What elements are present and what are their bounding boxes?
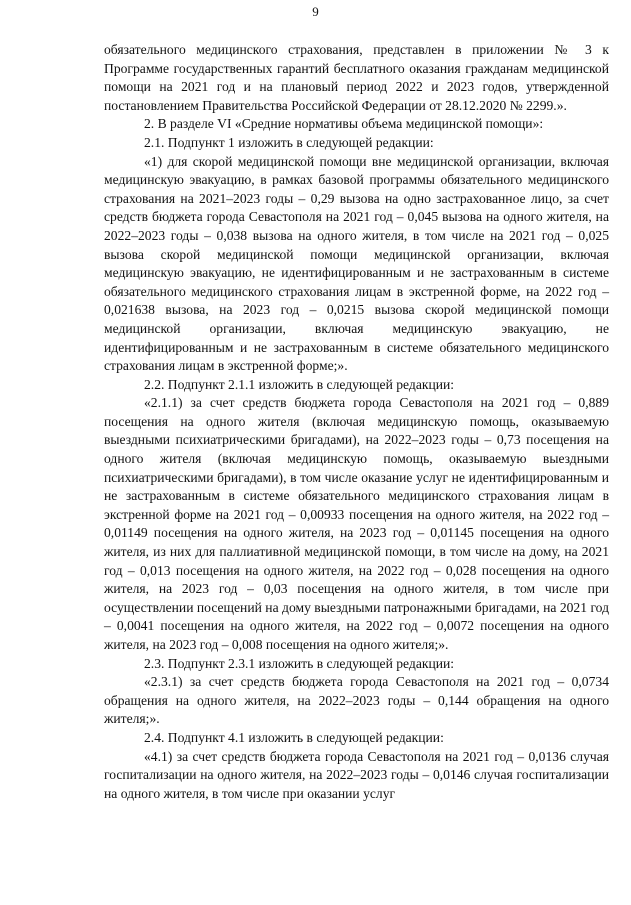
- paragraph: 2.3. Подпункт 2.3.1 изложить в следующей редакции:: [144, 655, 455, 671]
- paragraph: 2. В разделе VI «Средние нормативы объема медицинской помощи»:: [144, 116, 544, 132]
- document-body: [104, 41, 609, 803]
- paragraph: «2.3.1) за счет средств бюджета города Севастополя на 2021 год – 0,0734 обращения на одного жителя, на 2022–2023 годы – 0,144 обращения на одного жителя;».: [104, 674, 609, 727]
- page-number: 9: [312, 4, 319, 19]
- paragraph: «4.1) за счет средств бюджета города Севастополя на 2021 год – 0,0136 случая госпитализации на одного жителя, на 2022–2023 годы – 0,0146 случая госпитализации на одного жителя, в том числе при оказании услуг: [104, 748, 609, 801]
- paragraph: «1) для скорой медицинской помощи вне медицинской организации, включая медицинскую эвакуацию, в рамках базовой программы обязательного медицинского страхования на 2021–2023 годы – 0,29 вызова на одно застрахованное лицо, за счет средств бюджета города Севастополя на 2021 год – 0,045 вызова на одного жителя, на 2022–2023 годы – 0,038 вызова на одного жителя, в том числе на 2021 год – 0,025 вызова скорой медицинской помощи медицинской организации, включая медицинскую эвакуацию, не идентифицированным и не застрахованным в системе обязательного медицинского страхования лицам в экстренной форме, на 2022 год – 0,021638 вызова, на 2023 год – 0,0215 вызова скорой медицинской помощи медицинской организации, включая медицинскую эвакуацию, не идентифицированным и не застрахованным в системе обязательного медицинского страхования лицам в экстренной форме;».: [104, 153, 609, 374]
- paragraph: 2.1. Подпункт 1 изложить в следующей редакции:: [144, 134, 434, 150]
- paragraph: «2.1.1) за счет средств бюджета города Севастополя на 2021 год – 0,889 посещения на одного жителя (включая медицинскую помощь, оказываемую выездными психиатрическими бригадами), на 2022–2023 годы – 0,73 посещения на одного жителя (включая медицинскую помощь, оказываемую выездными психиатрическими бригадами), в том числе оказание услуг не идентифицированным и не застрахованным в системе обязательного медицинского страхования лицам в экстренной форме на 2021 год – 0,00933 посещения на одного жителя, на 2022 год – 0,01149 посещения на одного жителя, на 2023 год – 0,01145 посещения на одного жителя, из них для паллиативной медицинской помощи, в том числе на дому, на 2021 год – 0,013 посещения на одного жителя, на 2022 год – 0,028 посещения на одного жителя, на 2023 год – 0,03 посещения на одного жителя, в том числе при осуществлении посещений на дому выездными патронажными бригадами, на 2021 год – 0,0041 посещения на одного жителя, на 2022 год – 0,0072 посещения на одного жителя, на 2023 год – 0,008 посещения на одного жителя;».: [104, 395, 609, 652]
- paragraph: 2.4. Подпункт 4.1 изложить в следующей редакции:: [144, 729, 444, 745]
- paragraph: 2.2. Подпункт 2.1.1 изложить в следующей редакции:: [144, 376, 455, 392]
- paragraph: обязательного медицинского страхования, представлен в приложении № 3 к Программе государственных гарантий бесплатного оказания гражданам медицинской помощи на 2021 год и на плановый период 2022 и 2023 годов, утвержденной постановлением Правительства Российской Федерации от 28.12.2020 № 2299.».: [104, 42, 609, 113]
